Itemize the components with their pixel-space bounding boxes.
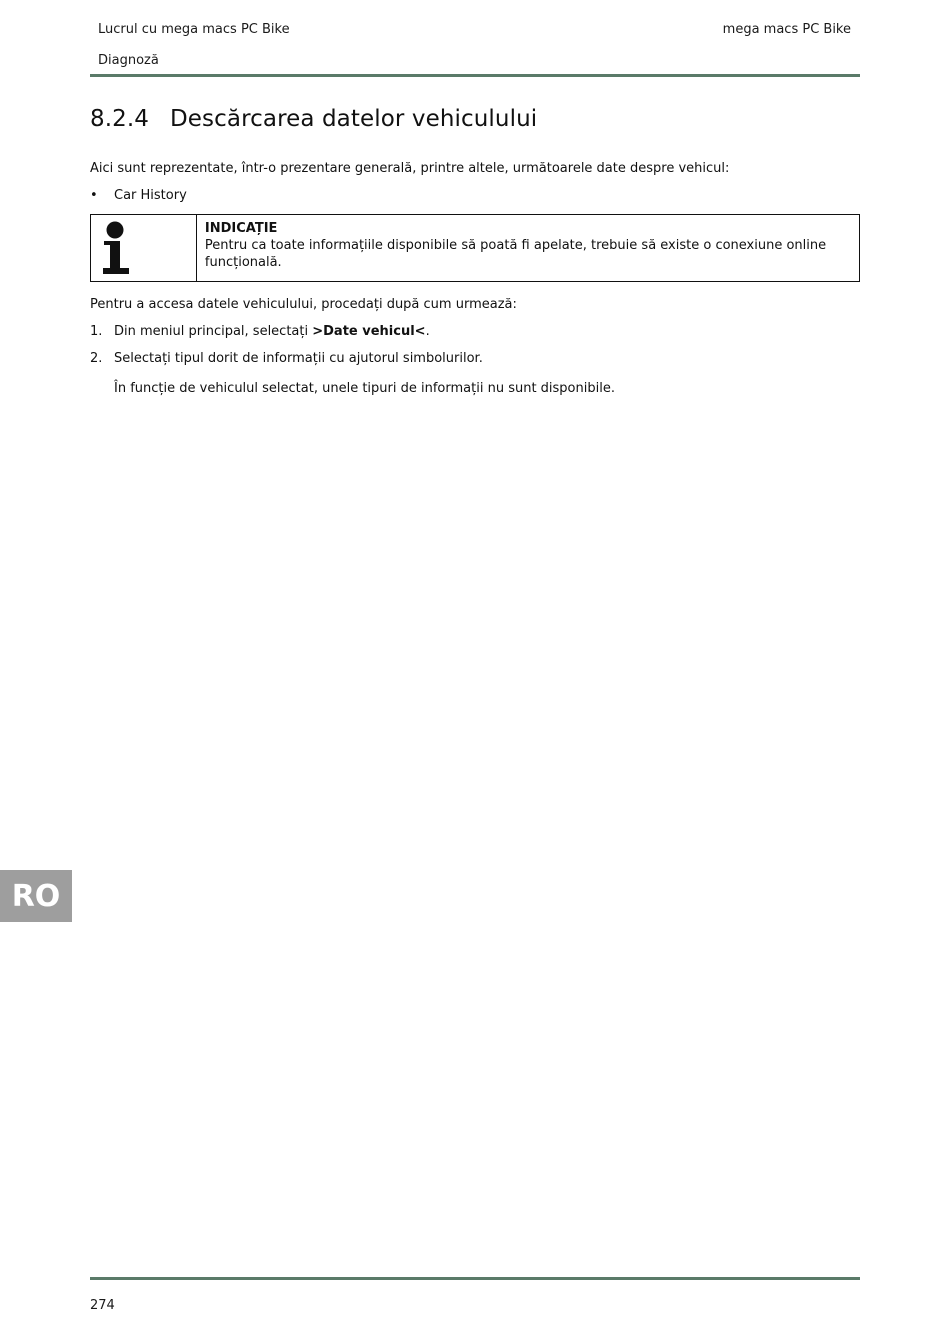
procedure-intro: Pentru a accesa datele vehiculului, procedați după cum urmează: xyxy=(90,297,517,312)
bullet-marker: • xyxy=(90,188,98,203)
intro-paragraph: Aici sunt reprezentate, într-o prezentare generală, printre altele, următoarele date despre vehicul: xyxy=(90,161,730,176)
header-left: Lucrul cu mega macs PC Bike xyxy=(98,22,290,37)
info-icon xyxy=(91,215,197,281)
section-heading xyxy=(90,106,537,132)
step-text: Din meniul principal, selectați >Date vehicul<. xyxy=(114,324,430,339)
note-text: Pentru ca toate informațiile disponibile să poată fi apelate, trebuie să existe o conexiune online funcțională. xyxy=(204,238,827,270)
step-number: 1. xyxy=(90,324,103,339)
section-number: 8.2.4 xyxy=(90,106,150,132)
step-text: Selectați tipul dorit de informații cu ajutorul simbolurilor. xyxy=(114,351,483,366)
page-number: 274 xyxy=(90,1298,115,1313)
note-body xyxy=(197,215,859,281)
step-note: În funcție de vehiculul selectat, unele tipuri de informații nu sunt disponibile. xyxy=(114,381,615,396)
section-title: Descărcarea datelor vehiculului xyxy=(170,106,538,132)
header-right: mega macs PC Bike xyxy=(722,22,851,37)
step-number: 2. xyxy=(90,351,103,366)
bullet-text: Car History xyxy=(114,188,187,203)
footer-rule xyxy=(90,1277,860,1280)
header-rule xyxy=(90,74,860,77)
header-section: Diagnoză xyxy=(98,53,159,68)
info-note xyxy=(90,214,860,282)
note-title: INDICAȚIE xyxy=(204,221,278,236)
language-tab: RO xyxy=(0,870,72,922)
menu-item-ref: >Date vehicul< xyxy=(312,324,426,339)
